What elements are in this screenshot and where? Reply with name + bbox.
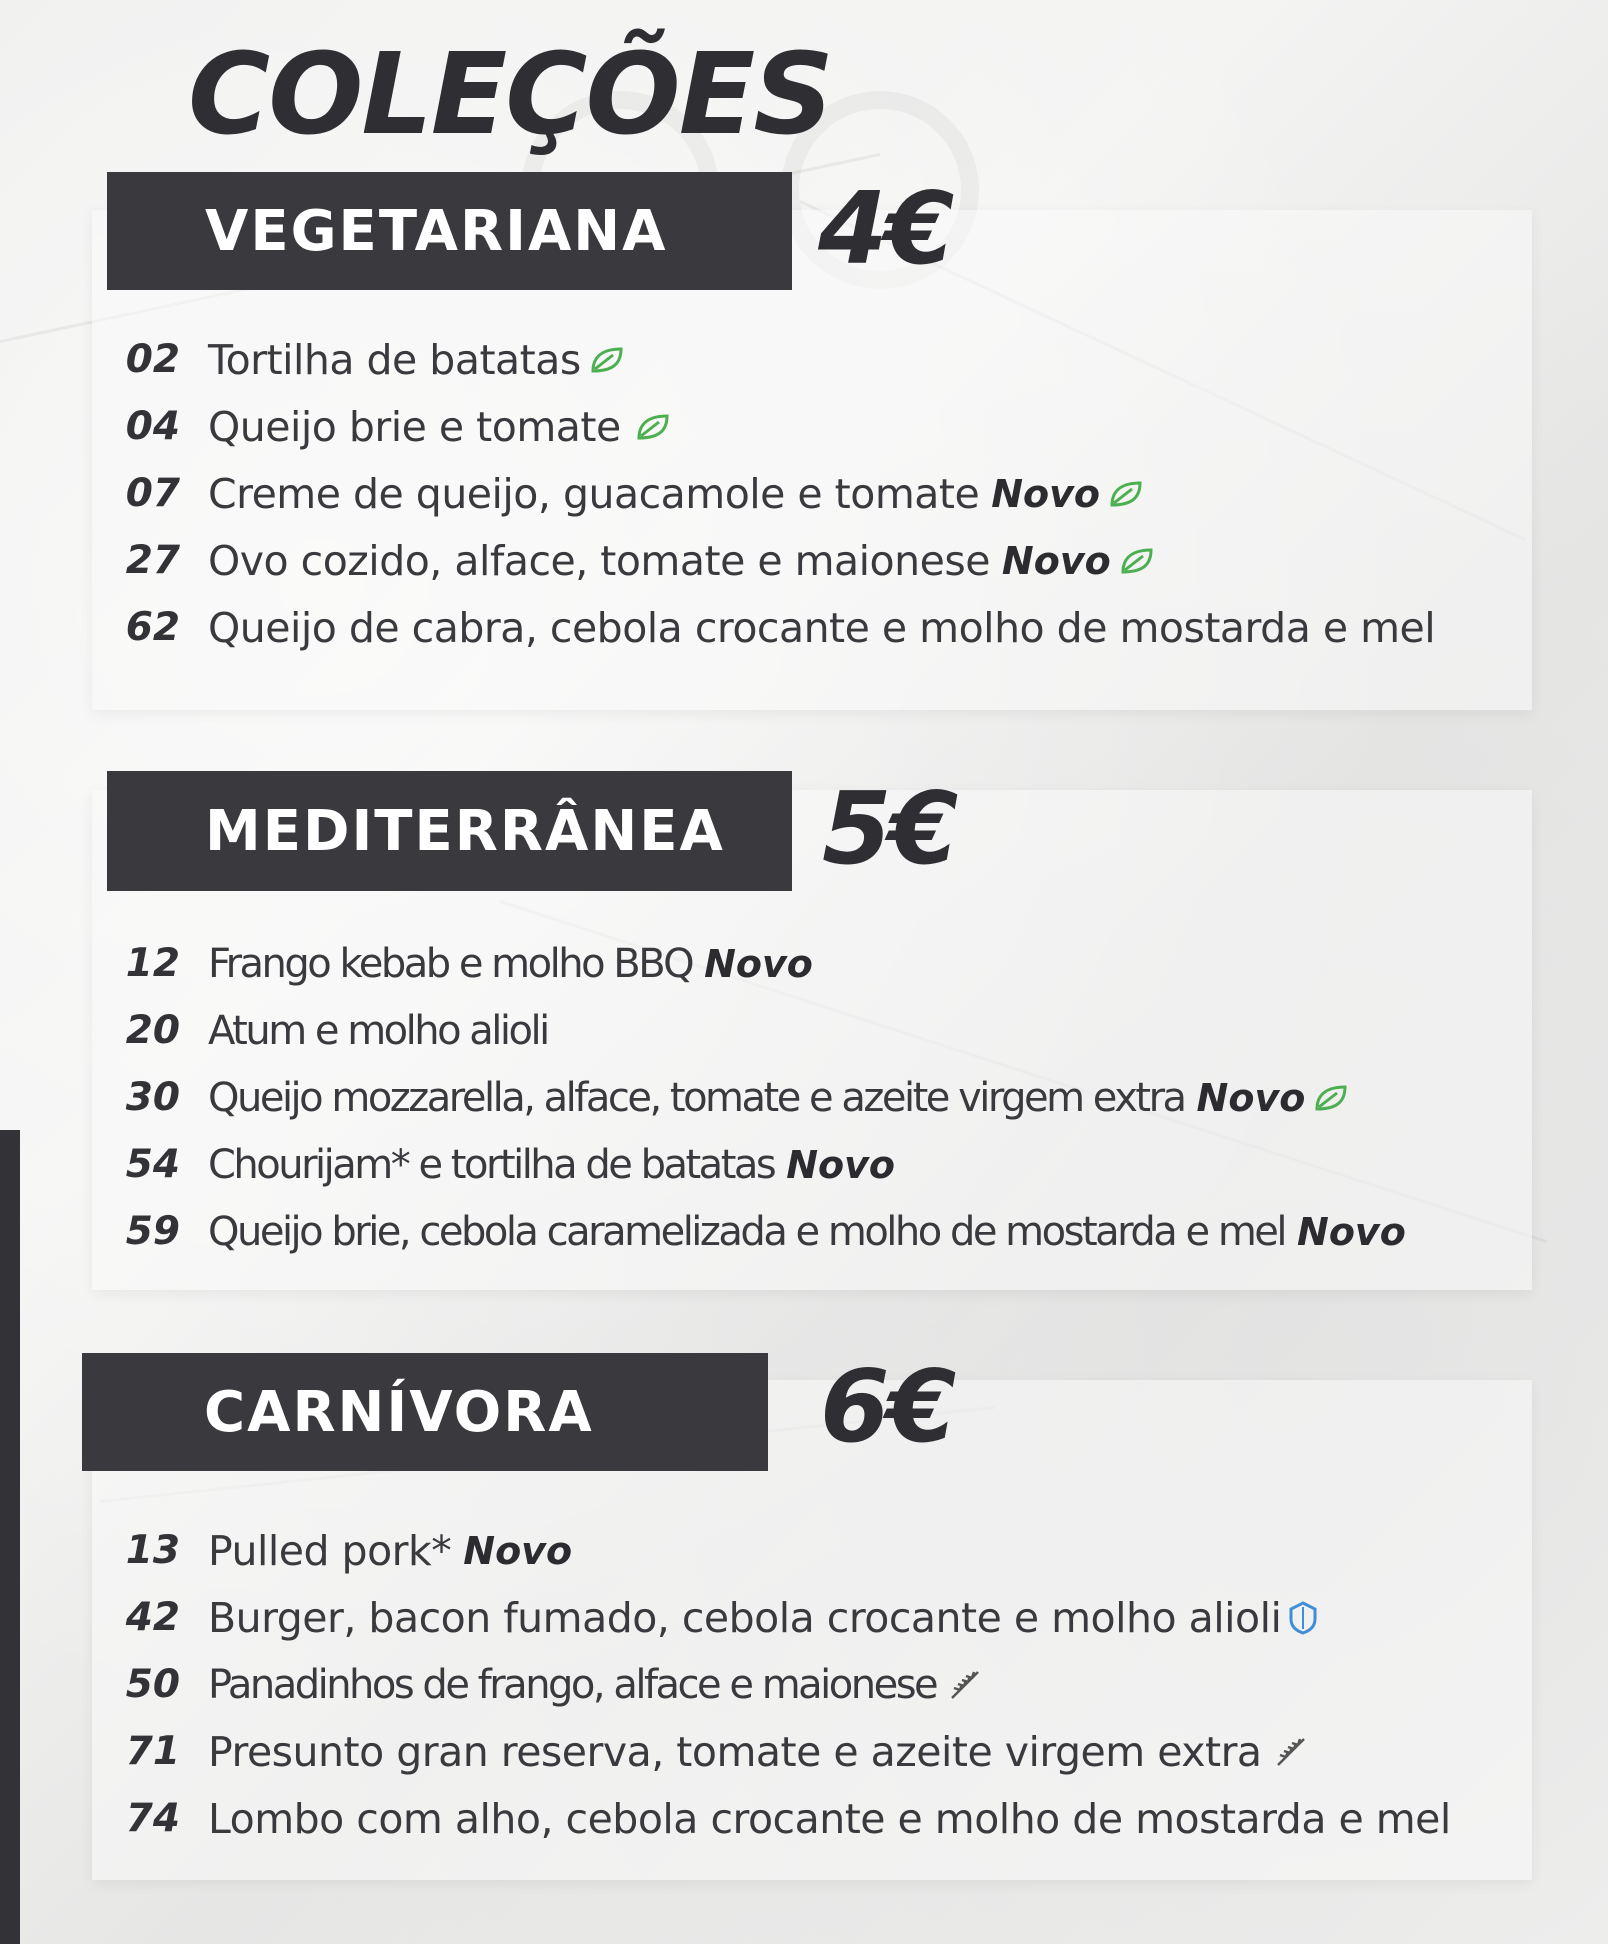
item-list [120, 1517, 1451, 1852]
item-description: Presunto gran reserva, tomate e azeite virgem extra [208, 1727, 1262, 1776]
item-description: Chourijam* e tortilha de batatas [208, 1141, 775, 1188]
new-tag: Novo [463, 1528, 573, 1573]
new-tag: Novo [1196, 1075, 1306, 1120]
item-number: 02 [125, 337, 180, 382]
item-number: 71 [125, 1729, 180, 1774]
item-description: Lombo com alho, cebola crocante e molho de mostarda e mel [208, 1794, 1451, 1843]
item-description: Creme de queijo, guacamole e tomate [208, 469, 980, 518]
item-number: 07 [125, 471, 180, 516]
item-description: Frango kebab e molho BBQ [208, 940, 693, 987]
item-description: Tortilha de batatas [208, 335, 581, 384]
item-number: 04 [125, 404, 180, 449]
item-description: Queijo brie, cebola caramelizada e molho de mostarda e mel [208, 1208, 1286, 1255]
new-tag: Novo [1297, 1209, 1406, 1254]
leaf-icon [1313, 1083, 1349, 1113]
menu-item [120, 326, 1435, 393]
new-tag: Novo [786, 1142, 896, 1187]
item-list [120, 326, 1435, 661]
item-number: 54 [125, 1142, 180, 1187]
menu-item [120, 930, 1406, 997]
item-description: Queijo brie e tomate [208, 402, 621, 451]
item-description: Queijo de cabra, cebola crocante e molho de mostarda e mel [208, 603, 1436, 652]
wheat-icon [1274, 1735, 1308, 1769]
menu-item [120, 1131, 1406, 1198]
left-edge-bar [0, 1130, 20, 1944]
item-description: Panadinhos de frango, alface e maionese [208, 1661, 937, 1708]
item-description: Queijo mozzarella, alface, tomate e azeite virgem extra [208, 1074, 1185, 1121]
shield-icon [1289, 1601, 1317, 1635]
section-price: 4€ [818, 170, 952, 287]
leaf-icon [1119, 546, 1155, 576]
menu-item [120, 1198, 1406, 1265]
menu-item [120, 1064, 1406, 1131]
section-banner: CARNÍVORA [82, 1353, 768, 1471]
leaf-icon [589, 345, 625, 375]
menu-item [120, 997, 1406, 1064]
item-number: 59 [125, 1209, 180, 1254]
item-description: Pulled pork* [208, 1526, 452, 1575]
menu-item [120, 460, 1435, 527]
item-number: 50 [125, 1662, 180, 1707]
wheat-icon [948, 1668, 982, 1702]
new-tag: Novo [991, 471, 1101, 516]
item-description: Burger, bacon fumado, cebola crocante e molho alioli [208, 1593, 1282, 1642]
item-number: 12 [125, 941, 180, 986]
item-list [120, 930, 1406, 1265]
page-title: COLEÇÕES [188, 30, 832, 160]
item-number: 62 [125, 605, 180, 650]
menu-item [120, 1718, 1451, 1785]
menu-item [120, 393, 1435, 460]
new-tag: Novo [704, 941, 813, 986]
menu-item [120, 527, 1435, 594]
item-number: 42 [125, 1595, 180, 1640]
section-price: 6€ [820, 1348, 954, 1465]
section-banner: VEGETARIANA [107, 172, 792, 290]
item-description: Atum e molho alioli [208, 1007, 548, 1054]
leaf-icon [1108, 479, 1144, 509]
menu-item [120, 1651, 1451, 1718]
item-number: 30 [125, 1075, 180, 1120]
section-price: 5€ [822, 770, 956, 887]
item-number: 74 [125, 1796, 180, 1841]
menu-item [120, 1785, 1451, 1852]
menu-item [120, 1584, 1451, 1651]
item-number: 13 [125, 1528, 180, 1573]
leaf-icon [635, 412, 671, 442]
menu-item [120, 1517, 1451, 1584]
item-number: 20 [125, 1008, 180, 1053]
new-tag: Novo [1001, 538, 1111, 583]
item-description: Ovo cozido, alface, tomate e maionese [208, 536, 990, 585]
menu-item [120, 594, 1435, 661]
section-banner: MEDITERRÂNEA [107, 771, 792, 891]
item-number: 27 [125, 538, 180, 583]
